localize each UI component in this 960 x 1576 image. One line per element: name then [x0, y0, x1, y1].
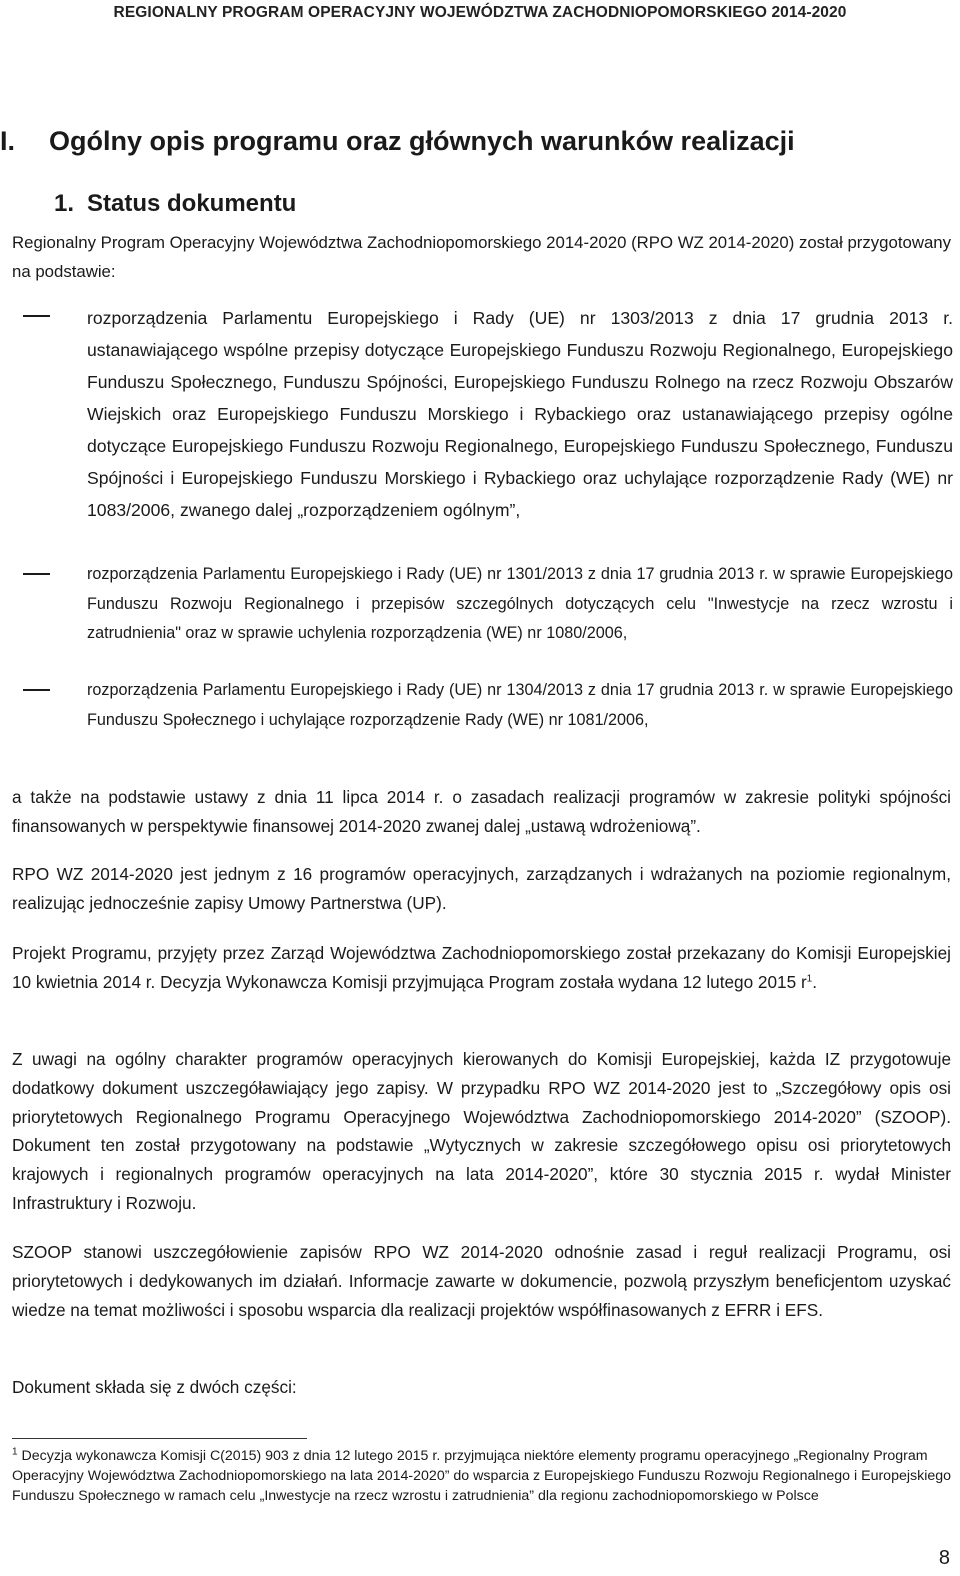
list-item	[87, 560, 953, 649]
footnote-marker: 1	[12, 1446, 18, 1458]
chapter-number: I.	[0, 126, 16, 156]
section-heading	[54, 190, 296, 218]
paragraph-projekt-programu	[12, 939, 951, 997]
footnote-divider	[12, 1438, 307, 1439]
running-header: REGIONALNY PROGRAM OPERACYJNY WOJEWÓDZTWA ZACHODNIOPOMORSKIEGO 2014-2020	[113, 4, 847, 21]
paragraph-document-parts: Dokument składa się z dwóch części:	[12, 1377, 297, 1397]
paragraph-szoop-basis: Z uwagi na ogólny charakter programów operacyjnych kierowanych do Komisji Europejskiej, każda IZ przygotowuje dodatkowy dokument uszczegóławiający jego zapisy. W przypadku RPO WZ 2014-2020 jest to „Szczegółowy opis osi priorytetowych Regionalnego Programu Operacyjnego Województwa Zachodniopomorskiego 2014-2020” (SZOOP). Dokument ten został przygotowany na podstawie „Wytycznych w zakresie szczegółowego opisu osi priorytetowych krajowych i regionalnych programów operacyjnych na lata 2014-2020”, które 30 stycznia 2015 r. wydał Minister Infrastruktury i Rozwoju.	[12, 1049, 951, 1213]
footnote-reference[interactable]: 1	[806, 973, 813, 985]
section-title: Status dokumentu	[87, 190, 297, 217]
page-number: 8	[938, 1547, 950, 1569]
dash-bullet-icon	[23, 573, 50, 575]
paragraph-szoop-description: SZOOP stanowi uszczegółowienie zapisów RPO WZ 2014-2020 odnośnie zasad i reguł realizacji Programu, osi priorytetowych i dedykowanych im działań. Informacje zawarte w dokumencie, pozwolą przyszłym beneficjentom uzyskać wiedze na temat możliwości i sposobu wsparcia dla realizacji projektów współfinasowanych z EFRR i EFS.	[12, 1242, 951, 1320]
dash-bullet-icon	[23, 315, 50, 317]
list-item	[87, 302, 953, 526]
paragraph-end: .	[812, 971, 818, 992]
footnote	[12, 1446, 952, 1506]
list-item-text: rozporządzenia Parlamentu Europejskiego i Rady (UE) nr 1304/2013 z dnia 17 grudnia 2013 r. w sprawie Europejskiego Funduszu Społecznego i uchylające rozporządzenie Rady (WE) nr 1081/2006,	[87, 681, 953, 729]
list-item-text: rozporządzenia Parlamentu Europejskiego i Rady (UE) nr 1303/2013 z dnia 17 grudnia 2013 r. ustanawiającego wspólne przepisy dotyczące Europejskiego Funduszu Rozwoju Regionalnego, Europejskiego Funduszu Społecznego, Funduszu Spójności, Europejskiego Funduszu Rolnego na rzecz Rozwoju Obszarów Wiejskich oraz Europejskiego Funduszu Morskiego i Rybackiego oraz ustanawiającego przepisy ogólne dotyczące Europejskiego Funduszu Rozwoju Regionalnego, Europejskiego Funduszu Społecznego, Funduszu Spójności i Europejskiego Funduszu Morskiego i Rybackiego oraz uchylające rozporządzenie Rady (WE) nr 1083/2006, zwanego dalej „rozporządzeniem ogólnym”,	[87, 308, 953, 520]
section-number: 1.	[54, 190, 75, 217]
footnote-text: Decyzja wykonawcza Komisji C(2015) 903 z dnia 12 lutego 2015 r. przyjmująca niektóre elementy programu operacyjnego „Regionalny Program Operacyjny Województwa Zachodniopomorskiego na lata 2014-2020” do wsparcia z Europejskiego Funduszu Rozwoju Regionalnego i Europejskiego Funduszu Społecznego w ramach celu „Inwestycje na rzecz wzrostu i zatrudnienia” dla regionu zachodniopomorskiego w Polsce	[12, 1448, 952, 1504]
chapter-title: Ogólny opis programu oraz głównych warunków realizacji	[49, 126, 795, 156]
list-item-text: rozporządzenia Parlamentu Europejskiego i Rady (UE) nr 1301/2013 z dnia 17 grudnia 2013 r. w sprawie Europejskiego Funduszu Rozwoju Regionalnego i przepisów szczególnych dotyczących celu "Inwestycje na rzecz wzrostu i zatrudnienia" oraz w sprawie uchylenia rozporządzenia (WE) nr 1080/2006,	[87, 565, 953, 642]
intro-paragraph: Regionalny Program Operacyjny Województwa Zachodniopomorskiego 2014-2020 (RPO WZ 2014-2020) został przygotowany na podstawie:	[12, 233, 951, 281]
paragraph-rpo-status: RPO WZ 2014-2020 jest jednym z 16 programów operacyjnych, zarządzanych i wdrażanych na poziomie regionalnym, realizując jednocześnie zapisy Umowy Partnerstwa (UP).	[12, 864, 951, 913]
dash-bullet-icon	[23, 689, 50, 691]
paragraph-text: Projekt Programu, przyjęty przez Zarząd Województwa Zachodniopomorskiego został przekazany do Komisji Europejskiej 10 kwietnia 2014 r. Decyzja Wykonawcza Komisji przyjmująca Program została wydana 12 lutego 2015 r	[12, 943, 951, 992]
paragraph-ustawa: a także na podstawie ustawy z dnia 11 lipca 2014 r. o zasadach realizacji programów w zakresie polityki spójności finansowanych w perspektywie finansowej 2014-2020 zwanej dalej „ustawą wdrożeniową”.	[12, 787, 951, 836]
list-item	[87, 676, 953, 735]
